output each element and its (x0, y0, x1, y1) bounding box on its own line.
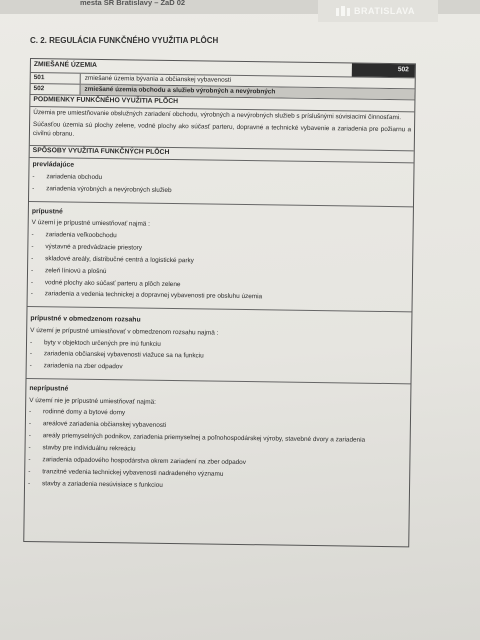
bullet-dash: - (28, 444, 31, 452)
conditions-paragraph: Súčasťou územia sú plochy zelene, vodné plochy ako súčasť parteru, dopravné a technické vybavenie a zariadenia pre požiarnu a civilnú obranu. (32, 121, 412, 138)
list-item (31, 243, 409, 257)
list-item (29, 408, 407, 422)
bullet-dash: - (30, 290, 33, 298)
running-head: mesta SR Bratislavy – ZaD 02 (80, 0, 186, 7)
list-item-text: zeleň líniovú a plošnú (44, 266, 107, 275)
list-item-text: rodinné domy a bytové domy (43, 408, 126, 417)
bullet-dash: - (30, 278, 34, 286)
bullet-dash: - (31, 254, 34, 262)
list-item-text: zariadenia obchodu (46, 173, 103, 181)
bullet-dash: - (31, 242, 34, 250)
list-item-text: zariadenia veľkoobchodu (45, 231, 117, 240)
zone-title: ZMIEŠANÉ ÚZEMIA (33, 61, 98, 69)
code-cell: 501 (31, 73, 81, 84)
list-item (28, 468, 406, 482)
code-desc: zmiešané územia obchodu a služieb výrobných a nevýrobných (80, 85, 414, 100)
list-item-text: zariadenia na zber odpadov (43, 362, 123, 371)
permitted-intro: V území je prípustné umiestňovať najmä : (31, 219, 150, 229)
predominant-title: prevládajúce (32, 161, 75, 169)
code-cell: 502 (30, 84, 80, 95)
list-item (31, 279, 409, 293)
conditions-text (30, 107, 415, 151)
bullet-dash: - (29, 350, 33, 358)
list-item-text: zariadenia a vedenia technickej a dopravnej vybavenosti pre obsluhu územia (44, 290, 263, 301)
conditions-heading: PODMIENKY FUNKČNÉHO VYUŽITIA PLÔCH (30, 95, 414, 112)
bullet-dash: - (31, 230, 34, 238)
list-item-text: stavby a zariadenia nesúvisiace s funkciou (42, 480, 163, 489)
bullet-dash: - (28, 432, 31, 440)
list-item (31, 231, 409, 245)
bullet-dash: - (29, 408, 32, 416)
bullet-dash: - (32, 184, 35, 192)
bullet-dash: - (28, 479, 31, 487)
bullet-dash: - (29, 362, 32, 370)
list-item (28, 480, 406, 494)
bratislava-logo (318, 0, 438, 22)
permitted-block (28, 202, 413, 313)
zone-code: 502 (352, 63, 415, 77)
list-item-text: areály priemyselných podnikov, zariadenia priemyselnej a poľnohospodárskej výroby, stavebné dvory a zariadenia (42, 432, 366, 444)
section-title: C. 2. REGULÁCIA FUNKČNÉHO VYUŽITIA PLÔCH (30, 36, 219, 45)
list-item (32, 173, 410, 187)
predominant-list (32, 173, 410, 199)
forbidden-block (25, 379, 411, 501)
bullet-dash: - (30, 266, 34, 274)
limited-list (30, 339, 408, 376)
conditions-paragraph: Územia pre umiestňovanie obslužných zariadení obchodu, výrobných a nevýrobných služieb s príslušnými súvisiacimi činnosťami. (33, 109, 402, 122)
forbidden-list (28, 408, 407, 493)
list-item (32, 185, 410, 199)
castle-icon (336, 6, 350, 16)
predominant-block (29, 158, 414, 207)
permitted-title: prípustné (31, 207, 63, 216)
list-item-text: zariadenia občianskej vybavenosti viažuce sa na funkciu (43, 350, 204, 360)
forbidden-intro: V území nie je prípustné umiestňovať najmä: (29, 397, 156, 406)
forbidden-title: neprípustné (29, 385, 69, 393)
list-item (30, 339, 408, 353)
list-item (30, 362, 408, 376)
limited-title: prípustné v obmedzenom rozsahu (30, 315, 141, 324)
permitted-list (31, 231, 410, 304)
list-item-text: vodné plochy ako súčasť parteru a plôch zelene (44, 278, 181, 288)
modes-heading: SPÔSOBY VYUŽITIA FUNKČNÝCH PLÔCH (30, 146, 414, 163)
limited-block (27, 307, 412, 384)
bullet-dash: - (28, 468, 31, 476)
bullet-dash: - (28, 456, 31, 464)
list-item (30, 350, 408, 364)
list-item (31, 267, 409, 281)
list-item-text: areálové zariadenia občianskej vybavenosti (42, 420, 167, 430)
logo-text: BRATISLAVA (354, 6, 415, 16)
list-item (29, 420, 407, 434)
list-item (31, 255, 409, 269)
list-item-text: byty v objektoch určených pre inú funkciu (43, 338, 161, 348)
list-item-text: výstavné a predvádzacie priestory (45, 242, 143, 252)
regulation-table (23, 58, 416, 547)
list-item (28, 444, 406, 458)
limited-intro: V území je prípustné umiestňovať v obmedzenom rozsahu najmä : (30, 327, 219, 337)
bullet-dash: - (29, 338, 33, 346)
list-item (31, 290, 409, 304)
list-item-text: tranzitné vedenia technickej vybavenosti nadradeného významu (42, 468, 224, 478)
list-item-text: zariadenia odpadového hospodárstva okrem zariadení na zber odpadov (42, 456, 246, 467)
bullet-dash: - (32, 172, 35, 180)
list-item (28, 456, 406, 470)
list-item-text: skladové areály, distribučné centrá a logistické parky (45, 254, 194, 264)
bullet-dash: - (28, 420, 32, 428)
list-item (29, 432, 407, 446)
code-desc: zmiešané územia bývania a občianskej vybavenosti (84, 74, 232, 84)
list-item-text: stavby pre individuálnu rekreáciu (42, 444, 136, 453)
list-item-text: zariadenia výrobných a nevýrobných služieb (46, 184, 172, 194)
